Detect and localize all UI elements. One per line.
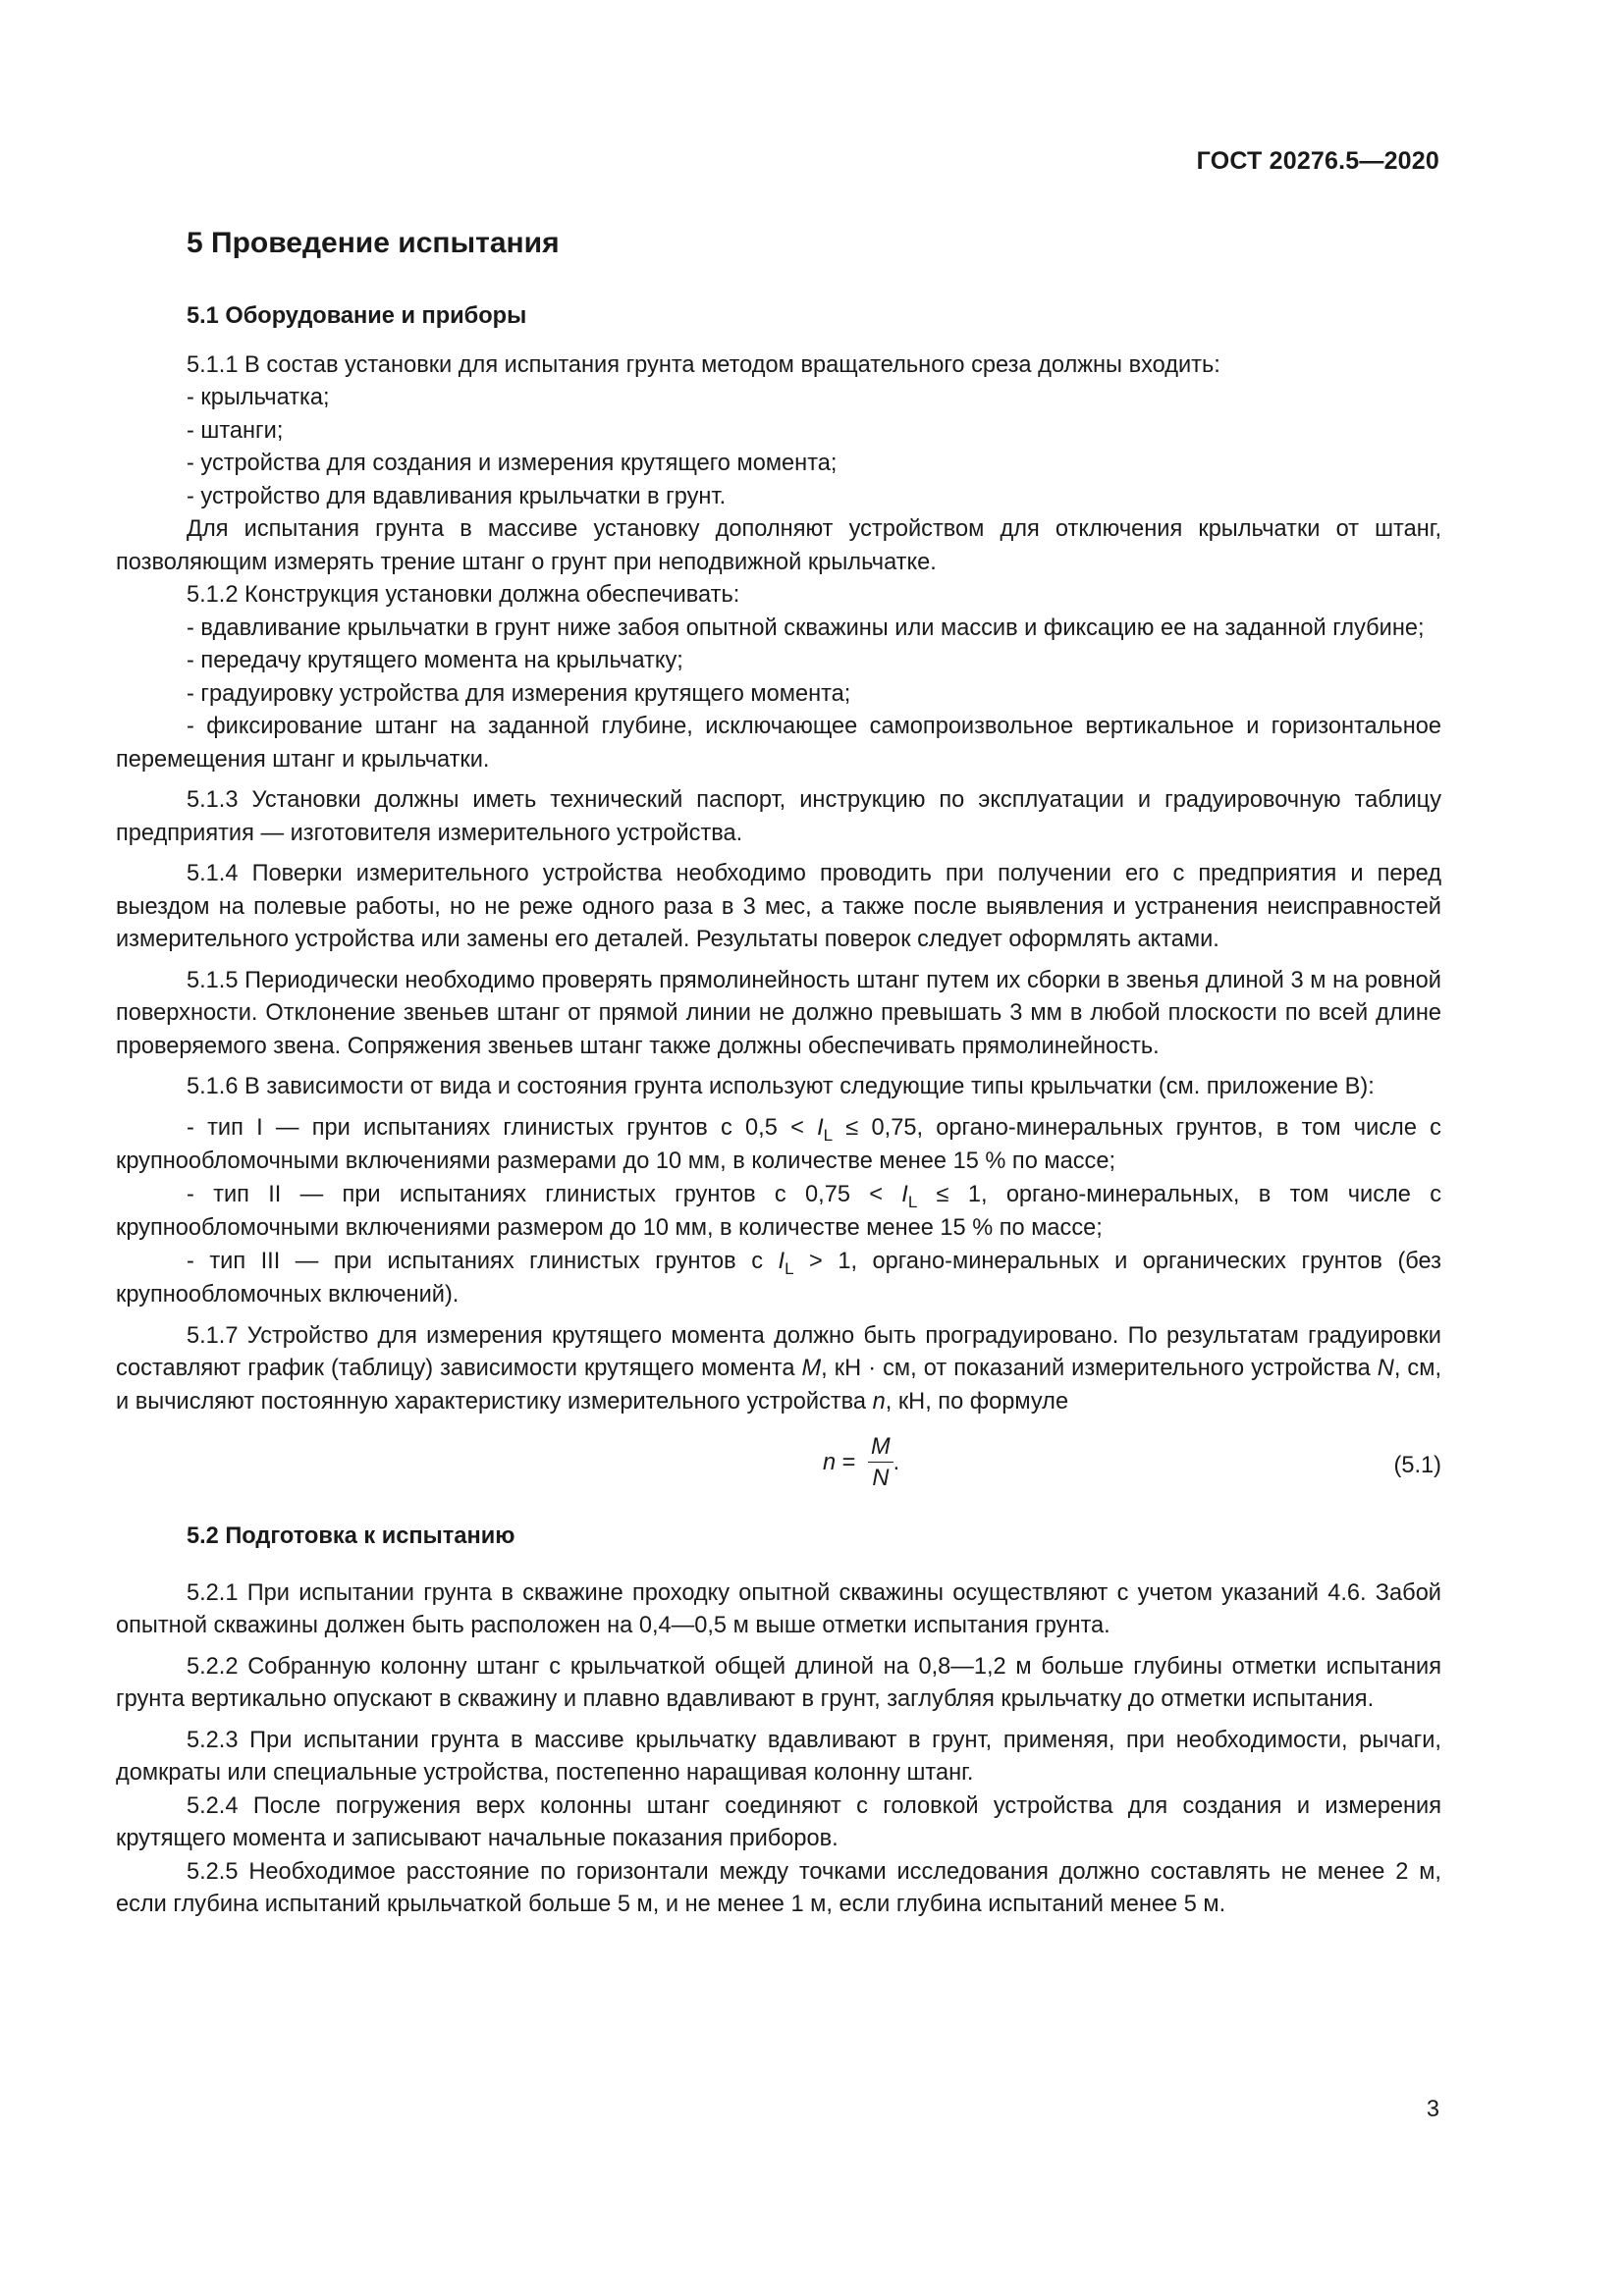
paragraph-5-2-5: 5.2.5 Необходимое расстояние по горизонтали между точками исследования должно составлять не менее 2 м, если глубина испытаний крыльчаткой больше 5 м, и не менее 1 м, если глубина испытаний менее 5 м. <box>116 1858 1441 1917</box>
paragraph-5-1-1: 5.1.1 В состав установки для испытания грунта методом вращательного среза должны входить: <box>187 351 1220 378</box>
standard-header: ГОСТ 20276.5—2020 <box>1196 147 1439 175</box>
vane-type-1: - тип I — при испытаниях глинистых грунтов с $0,5 < I_L \le 0,75$, органо-минеральных грунтов, в том числе с крупнообломочными включениями размерами до 10 мм, в количестве менее 15 % по массе; <box>116 1114 1441 1174</box>
list-item: - крыльчатка; <box>187 385 330 410</box>
paragraph-5-1-3: 5.1.3 Установки должны иметь технический паспорт, инструкцию по эксплуатации и градуировочную таблицу предприятия — изготовителя измерительного устройства. <box>116 787 1441 846</box>
fraction: $\frac{M}{N}$ <box>868 1432 893 1494</box>
formula-expression: n = $\frac{M}{N}$ . <box>823 1432 899 1494</box>
document-body <box>116 224 1441 1922</box>
formula-number: (5.1) <box>1393 1453 1441 1478</box>
subsection-title-5-1: 5.1 Оборудование и приборы <box>187 303 527 329</box>
list-item: - вдавливание крыльчатки в грунт ниже забоя опытной скважины или массив и фиксацию ее на заданной глубине; <box>187 614 1425 641</box>
subsection-title-5-2: 5.2 Подготовка к испытанию <box>187 1523 515 1549</box>
list-item: - градуировку устройства для измерения крутящего момента; <box>187 680 851 707</box>
vane-type-3: - тип III — при испытаниях глинистых грунтов с $I_L > 1$, органо-минеральных и органических грунтов (без крупнообломочных включений). <box>116 1248 1441 1308</box>
formula-5-1 <box>116 1428 1441 1507</box>
paragraph-5-1-4: 5.1.4 Поверки измерительного устройства необходимо проводить при получении его с предприятия и перед выездом на полевые работы, но не реже одного раза в 3 мес, а также после выявления и устранения неисправностей измерительного устройства или замены его деталей. Результаты поверок следует оформлять актами. <box>116 861 1441 952</box>
paragraph-5-1-7: 5.1.7 Устройство для измерения крутящего момента должно быть проградуировано. По результатам градуировки составляют график (таблицу) зависимости крутящего момента M, кН · см, от показаний измерительного устройства N, см, и вычисляют постоянную характеристику измерительного устройства n, кН, по формуле <box>116 1322 1442 1415</box>
vane-type-2: - тип II — при испытаниях глинистых грунтов с $0,75 < I_L \le 1$, органо-минеральных, в том числе с крупнообломочными включениями размером до 10 мм, в количестве менее 15 % по массе; <box>116 1181 1441 1241</box>
paragraph-5-1-6: 5.1.6 В зависимости от вида и состояния грунта используют следующие типы крыльчатки (см. приложение В): <box>187 1074 1375 1099</box>
paragraph-5-2-3: 5.2.3 При испытании грунта в массиве крыльчатку вдавливают в грунт, применяя, при необходимости, рычаги, домкраты или специальные устройства, постепенно наращивая колонну штанг. <box>116 1727 1441 1786</box>
list-item: - устройство для вдавливания крыльчатки в грунт. <box>187 483 727 509</box>
list-item: - штанги; <box>187 417 284 444</box>
paragraph-5-2-2: 5.2.2 Собранную колонну штанг с крыльчаткой общей длиной на 0,8—1,2 м больше глубины отметки испытания грунта вертикально опускают в скважину и плавно вдавливают в грунт, заглубляя крыльчатку до отметки испытания. <box>116 1653 1441 1712</box>
paragraph-5-1-1-addition: Для испытания грунта в массиве установку дополняют устройством для отключения крыльчатки от штанг, позволяющим измерять трение штанг о грунт при неподвижной крыльчатке. <box>116 516 1441 575</box>
list-item: - устройства для создания и измерения крутящего момента; <box>187 451 838 476</box>
paragraph-5-2-1: 5.2.1 При испытании грунта в скважине проходку опытной скважины осуществляют с учетом указаний 4.6. Забой опытной скважины должен быть расположен на 0,4—0,5 м выше отметки испытания грунта. <box>116 1579 1441 1638</box>
section-title: 5 Проведение испытания <box>187 227 560 259</box>
paragraph-5-1-5: 5.1.5 Периодически необходимо проверять прямолинейность штанг путем их сборки в звенья длиной 3 м на ровной поверхности. Отклонение звеньев штанг от прямой линии не должно превышать 3 мм в любой плоскости по всей длине проверяемого звена. Сопряжения звеньев штанг также должны обеспечивать прямолинейность. <box>116 967 1441 1059</box>
list-item: - передачу крутящего момента на крыльчатку; <box>187 648 683 673</box>
list-item: - фиксирование штанг на заданной глубине, исключающее самопроизвольное вертикальное и горизонтальное перемещения штанг и крыльчатки. <box>116 714 1441 773</box>
paragraph-5-2-4: 5.2.4 После погружения верх колонны штанг соединяют с головкой устройства для создания и измерения крутящего момента и записывают начальные показания приборов. <box>116 1792 1441 1851</box>
page-number: 3 <box>1426 2097 1439 2122</box>
paragraph-5-1-2: 5.1.2 Конструкция установки должна обеспечивать: <box>187 582 740 608</box>
